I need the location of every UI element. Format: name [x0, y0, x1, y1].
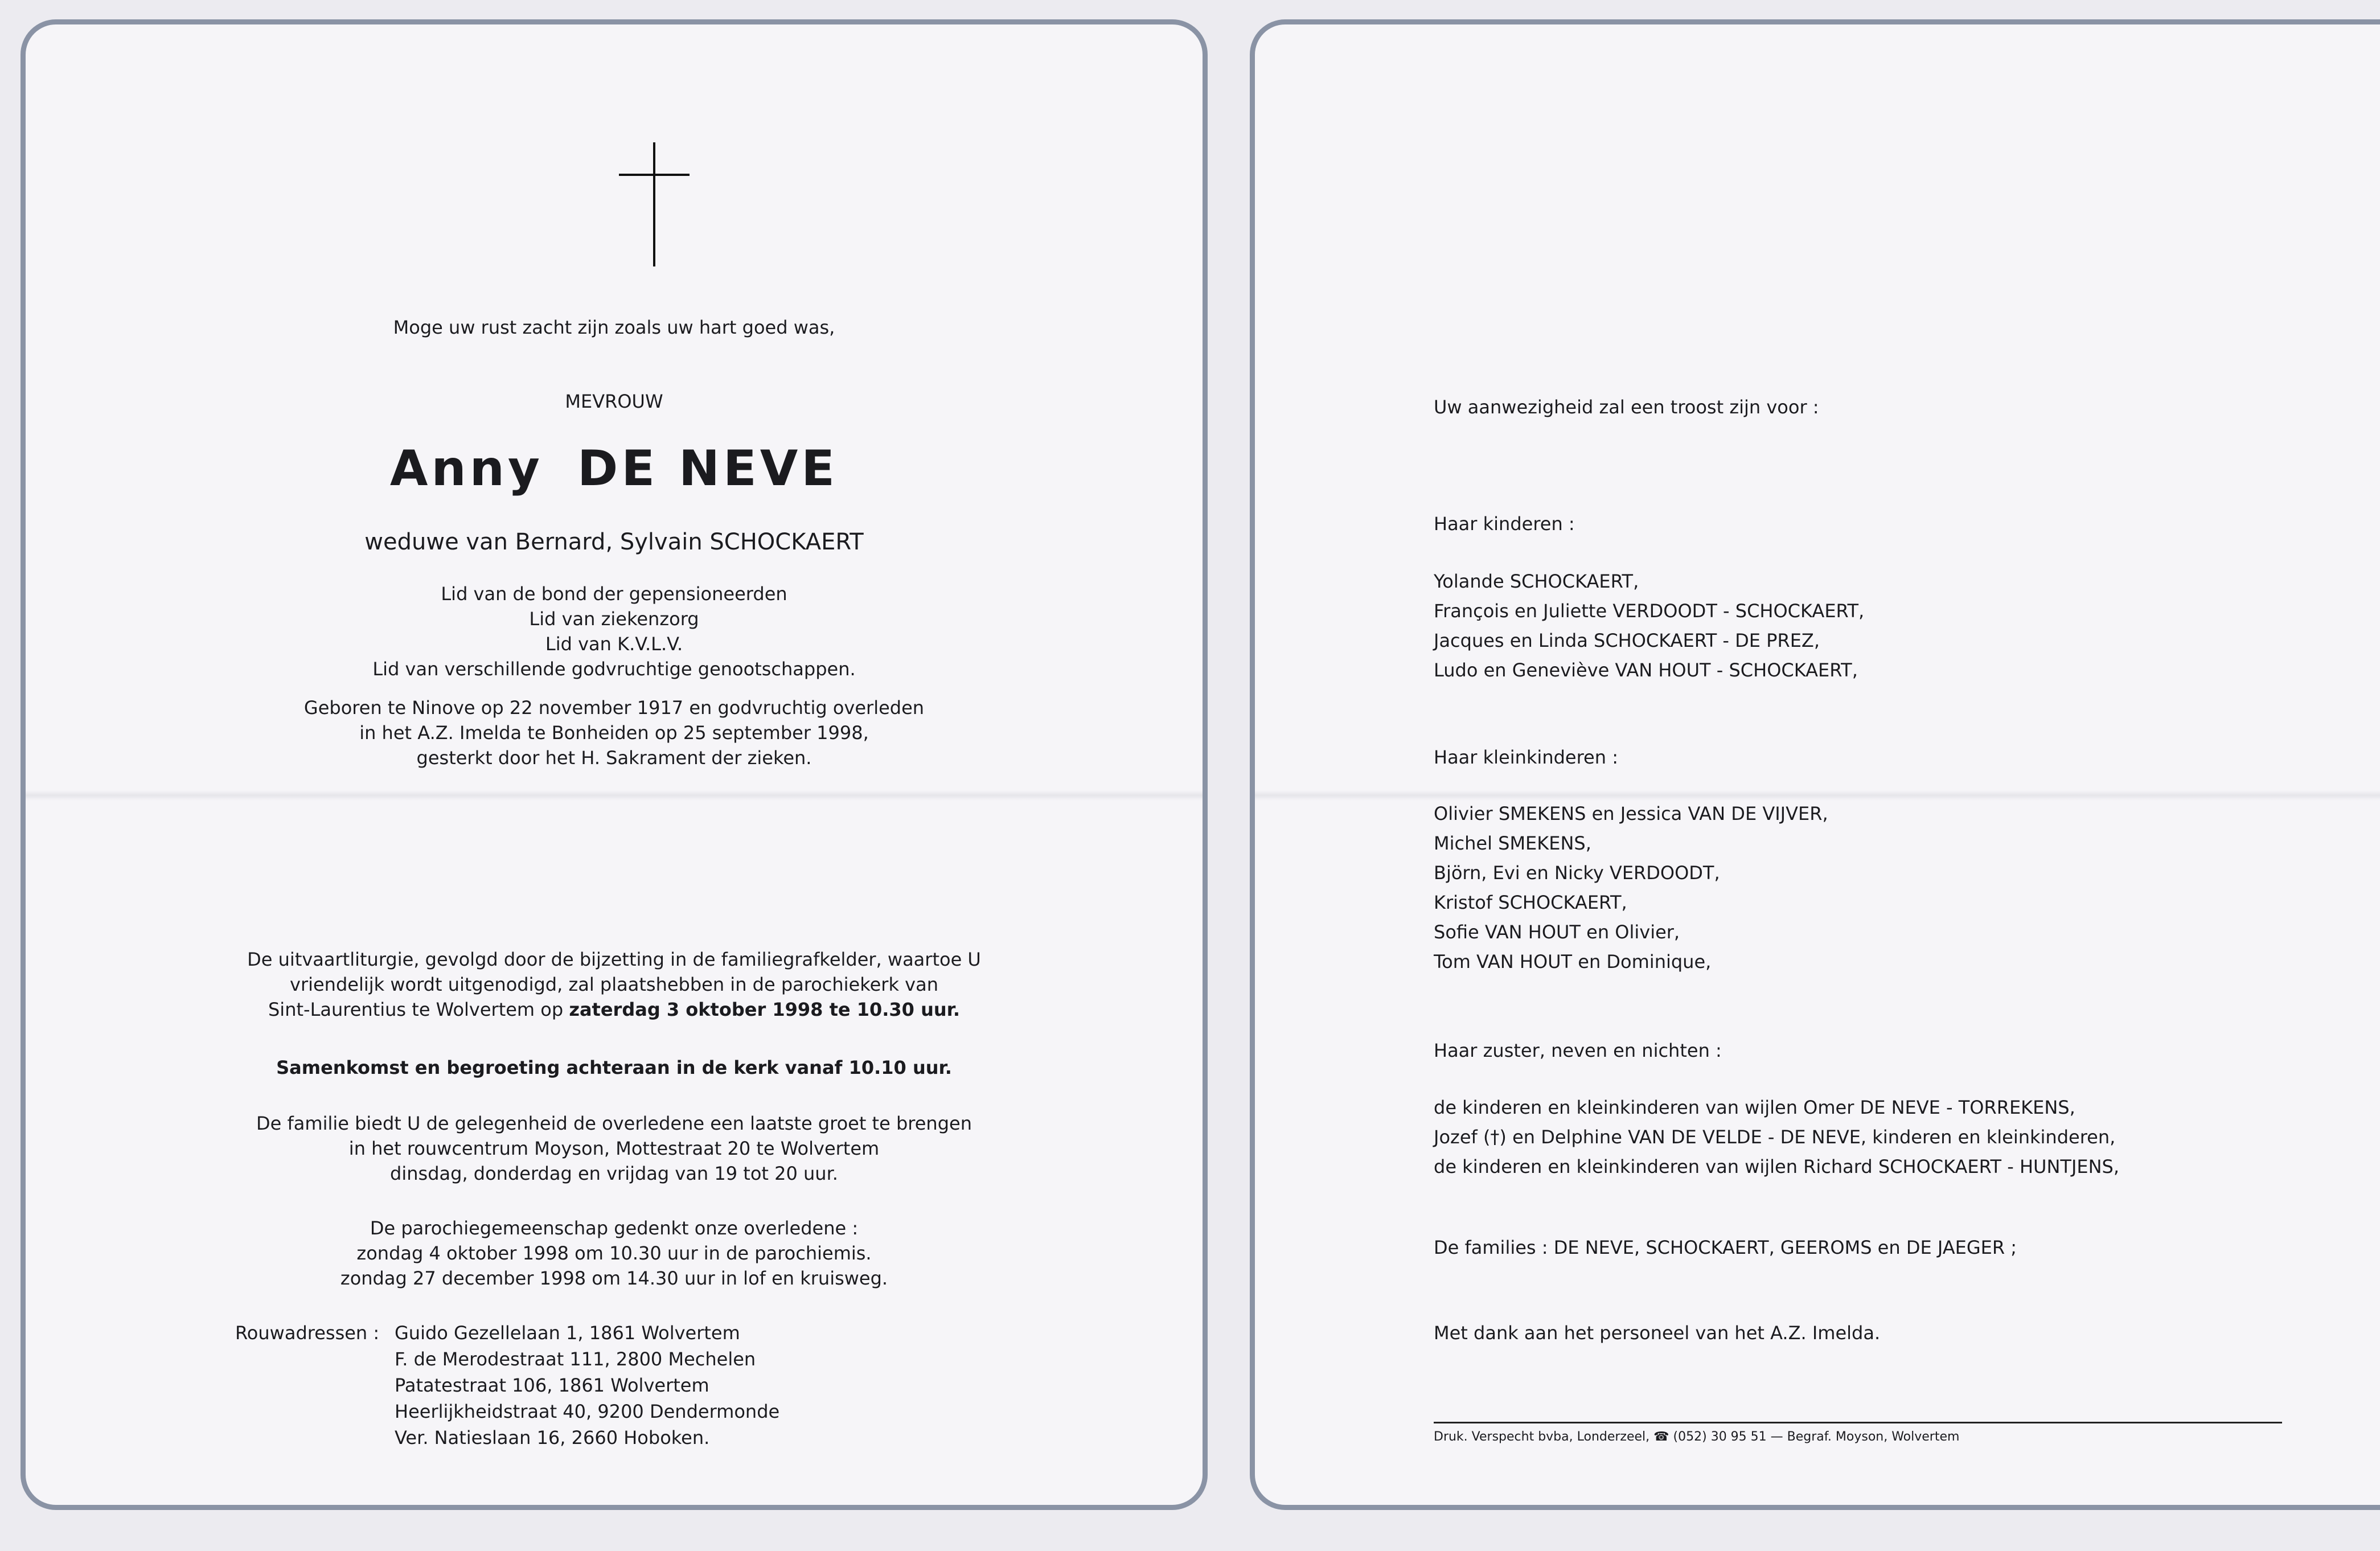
birth-death-info — [26, 695, 1203, 770]
list-item: Björn, Evi en Nicky VERDOODT, — [1434, 862, 1720, 884]
mourning-addresses — [235, 1320, 779, 1451]
visit-info — [26, 1111, 1203, 1186]
membership-line: Lid van verschillende godvruchtige genootschappen. — [372, 658, 856, 680]
funeral-info — [26, 947, 1203, 1022]
funeral-line — [26, 997, 1203, 1022]
memberships — [26, 581, 1203, 682]
deceased-name — [26, 437, 1203, 500]
parish-line: De parochiegemeenschap gedenkt onze overledene : — [370, 1217, 859, 1239]
fold-line — [1255, 790, 2380, 801]
funeral-place: Sint-Laurentius te Wolvertem op — [268, 999, 564, 1020]
title: MEVROUW — [565, 391, 663, 412]
birth-line: gesterkt door het H. Sakrament der zieken. — [416, 747, 812, 769]
list-item: de kinderen en kleinkinderen van wijlen Richard SCHOCKAERT - HUNTJENS, — [1434, 1156, 2120, 1177]
parish-info — [26, 1216, 1203, 1291]
membership-line: Lid van K.V.L.V. — [545, 633, 683, 655]
visit-line: De familie biedt U de gelegenheid de overledene een laatste groet te brengen — [256, 1113, 972, 1134]
widow-of: weduwe van Bernard, Sylvain SCHOCKAERT — [364, 529, 864, 555]
intro-line: Uw aanwezigheid zal een troost zijn voor : — [1434, 396, 1819, 418]
funeral-line: vriendelijk wordt uitgenodigd, zal plaatshebben in de parochiekerk van — [290, 974, 938, 995]
list-item: Michel SMEKENS, — [1434, 832, 1591, 854]
address-line: Guido Gezellelaan 1, 1861 Wolvertem — [395, 1322, 740, 1344]
children-heading: Haar kinderen : — [1434, 513, 1575, 535]
list-item: Kristof SCHOCKAERT, — [1434, 892, 1627, 913]
printer-info: Druk. Verspecht bvba, Londerzeel, ☎ (052) 30 95 51 — Begraf. Moyson, Wolvertem — [1434, 1430, 1960, 1444]
left-card-page — [20, 19, 1208, 1510]
addresses-label: Rouwadressen : — [235, 1322, 380, 1344]
deceased-last-name: DE NEVE — [577, 440, 839, 497]
address-line: F. de Merodestraat 111, 2800 Mechelen — [395, 1348, 756, 1370]
grandchildren-heading: Haar kleinkinderen : — [1434, 746, 1618, 768]
list-item: Olivier SMEKENS en Jessica VAN DE VIJVER, — [1434, 803, 1828, 824]
membership-line: Lid van ziekenzorg — [529, 608, 699, 630]
list-item: de kinderen en kleinkinderen van wijlen Omer DE NEVE - TORREKENS, — [1434, 1097, 2075, 1118]
funeral-date: zaterdag 3 oktober 1998 te 10.30 uur. — [569, 999, 960, 1020]
list-item: Sofie VAN HOUT en Olivier, — [1434, 921, 1680, 943]
children-list — [1434, 569, 1864, 687]
address-line: Heerlijkheidstraat 40, 9200 Dendermonde — [395, 1401, 780, 1422]
relatives-heading: Haar zuster, neven en nichten : — [1434, 1040, 1722, 1061]
grandchildren-list — [1434, 801, 1828, 979]
visit-line: dinsdag, donderdag en vrijdag van 19 tot 20 uur. — [390, 1163, 838, 1184]
motto: Moge uw rust zacht zijn zoals uw hart goed was, — [393, 317, 835, 338]
relatives-list — [1434, 1095, 2119, 1184]
list-item: Ludo en Geneviève VAN HOUT - SCHOCKAERT, — [1434, 659, 1858, 681]
membership-line: Lid van de bond der gepensioneerden — [441, 583, 787, 605]
list-item: Yolande SCHOCKAERT, — [1434, 571, 1639, 592]
funeral-line: De uitvaartliturgie, gevolgd door de bijzetting in de familiegrafkelder, waartoe U — [247, 949, 981, 970]
deceased-first-name: Anny — [389, 440, 543, 497]
birth-line: in het A.Z. Imelda te Bonheiden op 25 september 1998, — [359, 722, 869, 744]
gathering-info: Samenkomst en begroeting achteraan in de kerk vanaf 10.10 uur. — [276, 1057, 952, 1078]
thanks-line: Met dank aan het personeel van het A.Z. Imelda. — [1434, 1322, 1881, 1344]
address-line: Ver. Natieslaan 16, 2660 Hoboken. — [395, 1427, 710, 1449]
footer-divider — [1434, 1422, 2282, 1423]
families-line: De families : DE NEVE, SCHOCKAERT, GEEROMS en DE JAEGER ; — [1434, 1237, 2017, 1258]
parish-line: zondag 4 oktober 1998 om 10.30 uur in de parochiemis. — [356, 1242, 872, 1264]
cross-icon — [619, 142, 690, 266]
list-item: Tom VAN HOUT en Dominique, — [1434, 951, 1712, 973]
list-item: Jozef (†) en Delphine VAN DE VELDE - DE NEVE, kinderen en kleinkinderen, — [1434, 1126, 2116, 1148]
fold-line — [26, 790, 1203, 801]
address-line: Patatestraat 106, 1861 Wolvertem — [395, 1374, 709, 1396]
list-item: Jacques en Linda SCHOCKAERT - DE PREZ, — [1434, 630, 1820, 651]
visit-line: in het rouwcentrum Moyson, Mottestraat 20 te Wolvertem — [348, 1138, 880, 1159]
list-item: François en Juliette VERDOODT - SCHOCKAERT, — [1434, 600, 1865, 622]
birth-line: Geboren te Ninove op 22 november 1917 en godvruchtig overleden — [303, 697, 925, 719]
parish-line: zondag 27 december 1998 om 14.30 uur in lof en kruisweg. — [340, 1267, 888, 1289]
right-card-page — [1250, 19, 2380, 1510]
